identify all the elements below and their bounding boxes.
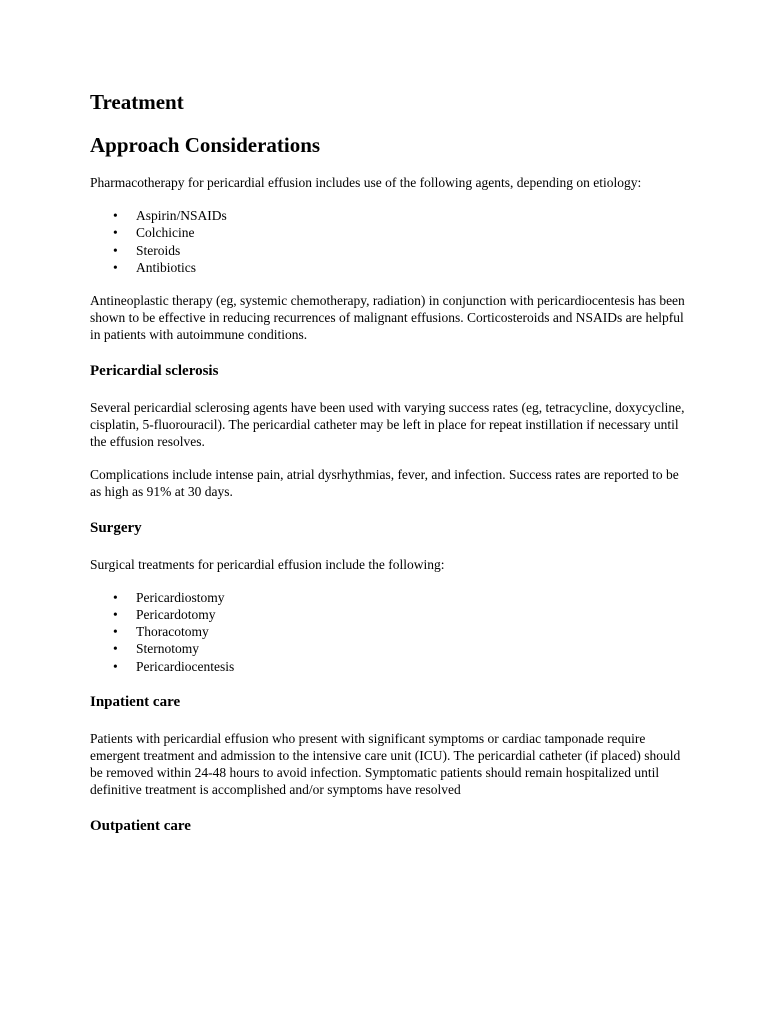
- bullet-icon: •: [113, 589, 118, 605]
- surgery-intro: Surgical treatments for pericardial effusion include the following:: [90, 556, 445, 572]
- sclerosis-paragraph-1: Several pericardial sclerosing agents have been used with varying success rates (eg, tetracycline, doxycycline, cisplatin, 5-fluorouracil). The pericardial catheter may be left in place for repeat instillation if necessary until the effusion resolves.: [90, 399, 685, 450]
- list-item: • Colchicine: [113, 225, 195, 241]
- section-title: Approach Considerations: [90, 133, 321, 157]
- bullet-icon: •: [113, 225, 118, 241]
- intro-paragraph: Pharmacotherapy for pericardial effusion includes use of the following agents, depending on etiology:: [90, 175, 642, 190]
- inpatient-heading: Inpatient care: [90, 693, 181, 710]
- agents-list: [90, 207, 688, 276]
- surgery-list: [90, 589, 688, 675]
- inpatient-paragraph: Patients with pericardial effusion who present with significant symptoms or cardiac tamponade require emergent treatment and admission to the intensive care unit (ICU). The pericardial catheter (if placed) should be removed within 24-48 hours to avoid infection. Symptomatic patients should remain hospitalized until definitive treatment is accomplished and/or symptoms have resolved: [90, 730, 681, 798]
- list-item: • Antibiotics: [113, 259, 196, 275]
- bullet-icon: •: [113, 208, 118, 224]
- bullet-icon: •: [113, 658, 118, 674]
- bullet-icon: •: [113, 259, 118, 275]
- list-item: • Pericardotomy: [113, 607, 216, 623]
- sclerosis-paragraph-2: Complications include intense pain, atrial dysrhythmias, fever, and infection. Success rates are reported to be as high as 91% at 30 days.: [90, 467, 679, 500]
- list-item: • Steroids: [113, 242, 181, 258]
- bullet-icon: •: [113, 624, 118, 640]
- bullet-icon: •: [113, 607, 118, 623]
- bullet-icon: •: [113, 641, 118, 657]
- surgery-heading: Surgery: [90, 519, 142, 536]
- list-item: • Aspirin/NSAIDs: [113, 208, 227, 224]
- bullet-icon: •: [113, 242, 118, 258]
- list-item: • Pericardiocentesis: [113, 658, 235, 674]
- page-title: Treatment: [90, 90, 184, 114]
- list-item: • Sternotomy: [113, 641, 199, 657]
- list-item: • Thoracotomy: [113, 624, 209, 640]
- list-item: • Pericardiostomy: [113, 589, 225, 605]
- antineoplastic-paragraph: Antineoplastic therapy (eg, systemic chemotherapy, radiation) in conjunction with pericardiocentesis has been shown to be effective in reducing recurrences of malignant effusions. Corticosteroids and NSAIDs are helpful in patients with autoimmune conditions.: [90, 293, 685, 343]
- sclerosis-heading: Pericardial sclerosis: [90, 362, 219, 379]
- outpatient-heading: Outpatient care: [90, 817, 191, 834]
